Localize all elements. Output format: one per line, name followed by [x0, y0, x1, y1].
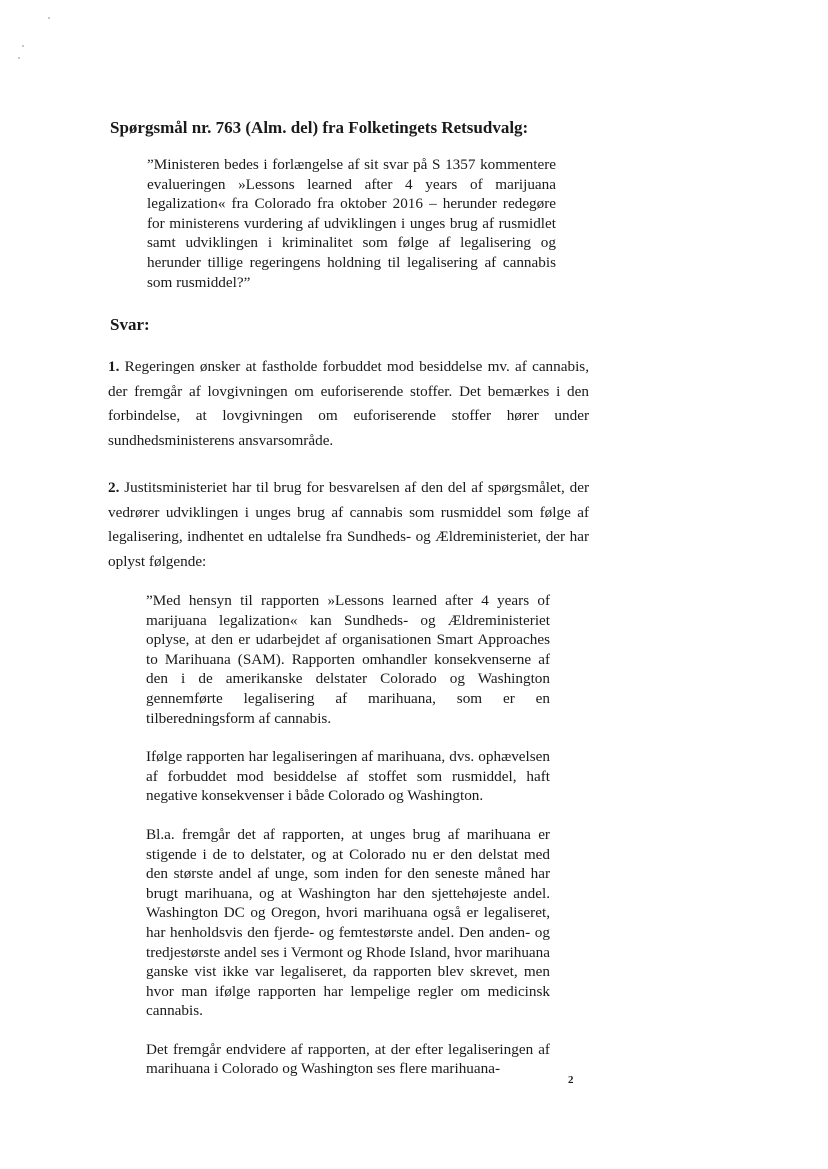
answer-heading: Svar: — [110, 315, 150, 334]
answer-number: 1. — [108, 358, 120, 375]
answer-number: 2. — [108, 479, 120, 496]
answer-item-2 — [108, 476, 589, 574]
answer-text: Regeringen ønsker at fastholde forbuddet mod besiddelse mv. af cannabis, der fremgår af lovgivningen om euforiserende stoffer. Det bemærkes i den forbindelse, at lovgivningen om euforiserende stoffer hører under sundhedsministerens ansvarsområde. — [108, 358, 590, 449]
question-heading: Spørgsmål nr. 763 (Alm. del) fra Folketingets Retsudvalg: — [110, 118, 529, 137]
answer-text: Justitsministeriet har til brug for besvarelsen af den del af spørgsmålet, der vedrører udviklingen i unges brug af cannabis som rusmiddel som følge af legalisering, indhentet en udtalelse fra Sundheds- og Ældreministeriet, der har oplyst følgende: — [108, 479, 589, 570]
scan-speck — [18, 57, 20, 59]
question-quote — [147, 155, 556, 292]
answer-paragraph — [108, 355, 589, 453]
quote-paragraph: Det fremgår endvidere af rapporten, at der efter legaliseringen af marihuana i Colorado og Washington ses flere marihuana- — [146, 1040, 550, 1078]
quote-paragraph: Bl.a. fremgår det af rapporten, at unges brug af marihuana er stigende i de to delstater, og at Colorado nu er den delstat med den største andel af unge, som inden for den seneste måned har brugt marihuana, og at Washington har den sjettehøjeste andel. Washington DC og Oregon, hvori marihuana også er legaliseret, har henholdsvis den fjerde- og femtestørste andel. Den anden- og tredjestørste andel ses i Vermont og Rhode Island, hvor marihuana ganske vist ikke var legaliseret, da rapporten blev skrevet, men hvor man ifølge rapporten har lempelige regler om medicinsk cannabis. — [146, 825, 550, 1020]
ministry-statement-quote — [146, 591, 550, 1098]
answer-item-1 — [108, 355, 589, 453]
answer-paragraph — [108, 476, 589, 574]
question-text: ”Ministeren bedes i forlængelse af sit svar på S 1357 kommentere evalueringen »Lessons learned after 4 years of marijuana legalization« fra Colorado fra oktober 2016 – herunder redegøre for ministerens vurdering af udviklingen i unges brug af rusmidlet samt udviklingen i kriminalitet som følge af legalisering og herunder tillige regeringens holdning til legalisering af cannabis som rusmiddel?” — [147, 156, 556, 291]
quote-paragraph: ”Med hensyn til rapporten »Lessons learned after 4 years of marijuana legalization« kan Sundheds- og Ældreministeriet oplyse, at den er udarbejdet af organisationen Smart Approaches to Marihuana (SAM). Rapporten omhandler konsekvenserne af den i de amerikanske delstater Colorado og Washington gennemførte legalisering af marihuana, som er en tilberedningsform af cannabis. — [146, 592, 550, 727]
page-number: 2 — [568, 1074, 574, 1086]
quote-paragraph: Ifølge rapporten har legaliseringen af marihuana, dvs. ophævelsen af forbuddet mod besiddelse af stoffet som rusmiddel, haft negative konsekvenser i både Colorado og Washington. — [146, 748, 550, 805]
scan-speck — [22, 45, 24, 47]
scan-speck — [48, 17, 50, 19]
